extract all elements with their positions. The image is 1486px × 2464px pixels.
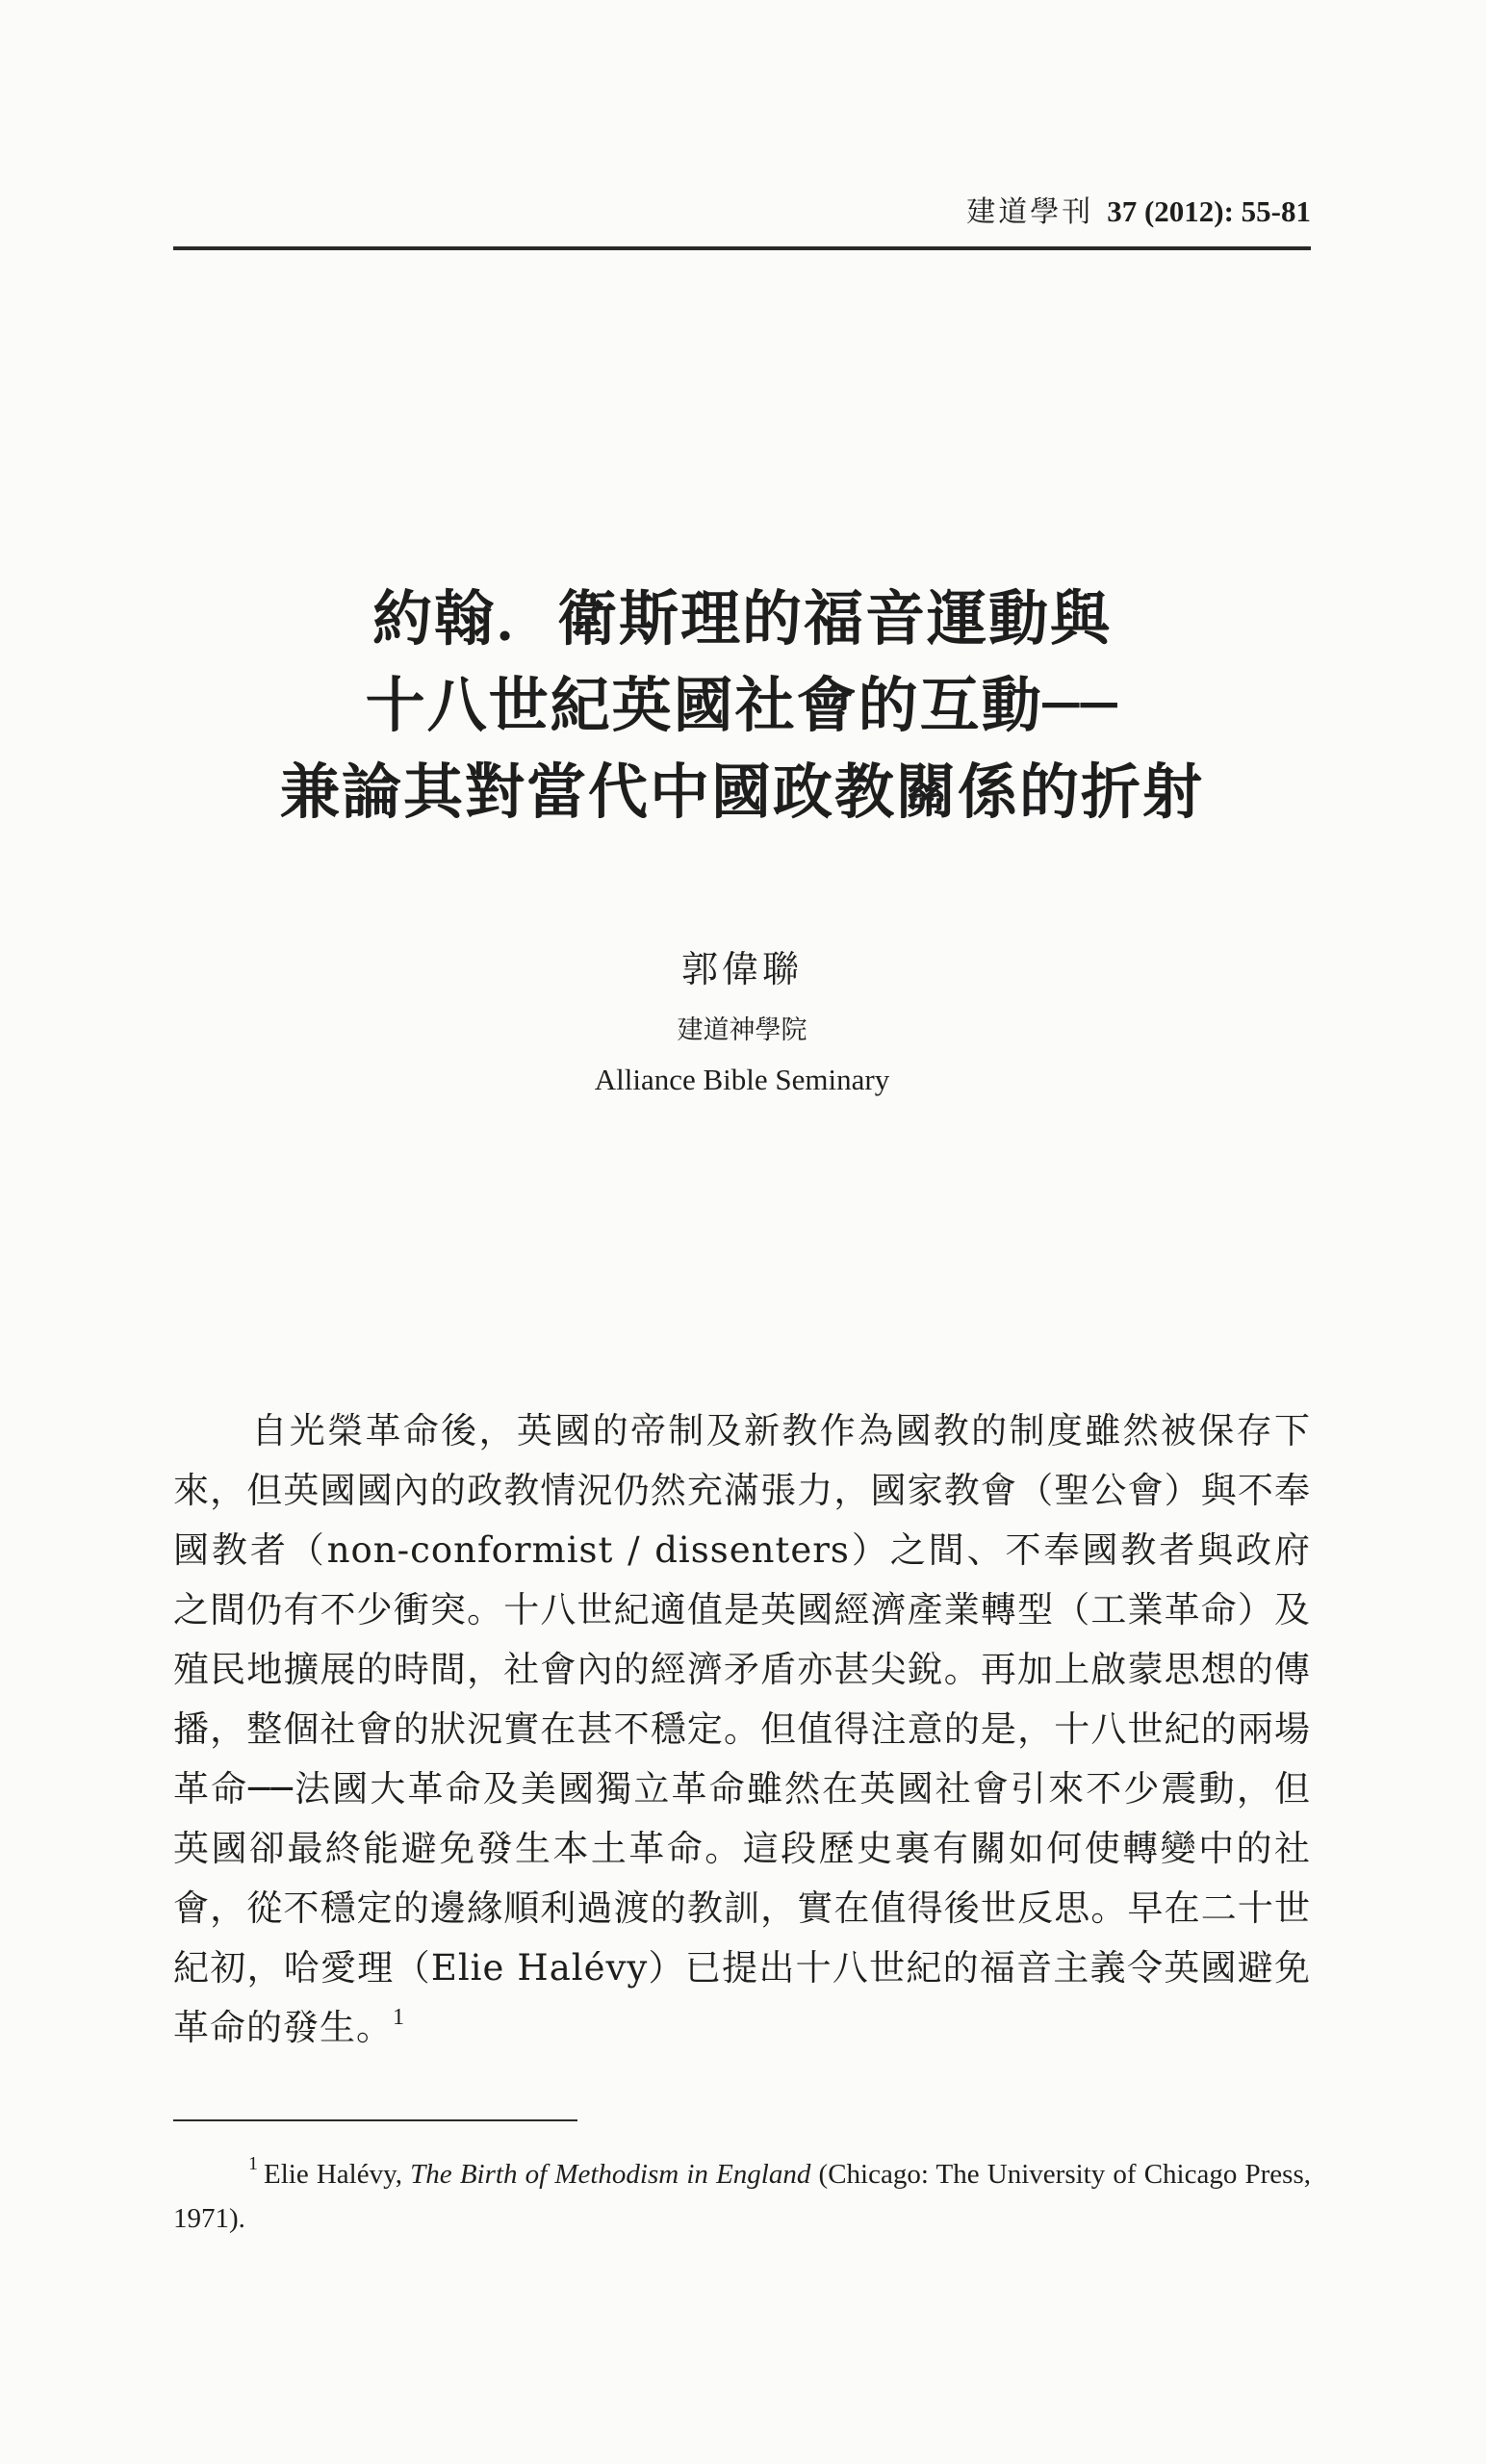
footnote-reference[interactable]: 1 xyxy=(393,2005,405,2030)
running-head xyxy=(173,192,1311,232)
title-line-1: 約翰．衛斯理的福音運動與 xyxy=(372,583,1112,654)
footnote-publication: (Chicago: The University of Chicago Press, 1971). xyxy=(173,2159,1312,2234)
author-name: 郭偉聯 xyxy=(680,948,803,990)
journal-name: 建道學刊 xyxy=(966,195,1094,229)
body-paragraph xyxy=(173,1401,1311,2058)
footnote xyxy=(173,2152,1311,2241)
affiliation-english: Alliance Bible Seminary xyxy=(594,1063,890,1096)
header-rule xyxy=(173,246,1311,250)
affiliation-chinese: 建道神學院 xyxy=(677,1015,807,1045)
article-title xyxy=(144,576,1340,835)
title-line-3: 兼論其對當代中國政教關係的折射 xyxy=(279,757,1204,827)
body-paragraph-text: 自光榮革命後，英國的帝制及新教作為國教的制度雖然被保存下來，但英國國內的政教情況仍然充滿張力，國家教會（聖公會）與不奉國教者（non-conformist / dissenters）之間、不奉國教者與政府之間仍有不少衝突。十八世紀適值是英國經濟產業轉型（工業革命）及殖民地擴展的時間，社會內的經濟矛盾亦甚尖銳。再加上啟蒙思想的傳播，整個社會的狀況實在甚不穩定。但值得注意的是，十八世紀的兩場革命──法國大革命及美國獨立革命雖然在英國社會引來不少震動，但英國卻最終能避免發生本土革命。這段歷史裏有關如何使轉變中的社會，從不穩定的邊緣順利過渡的教訓，實在值得後世反思。早在二十世紀初，哈愛理（Elie Halévy）已提出十八世紀的福音主義令英國避免革命的發生。 xyxy=(173,1410,1311,2048)
journal-citation: 37 (2012): 55-81 xyxy=(1107,194,1311,228)
title-line-2: 十八世紀英國社會的互動── xyxy=(365,670,1119,740)
footnote-author: Elie Halévy, xyxy=(264,2159,411,2190)
footnote-marker: 1 xyxy=(248,2153,258,2174)
footnote-book-title: The Birth of Methodism in England xyxy=(410,2159,811,2190)
footnote-rule xyxy=(173,2119,577,2121)
